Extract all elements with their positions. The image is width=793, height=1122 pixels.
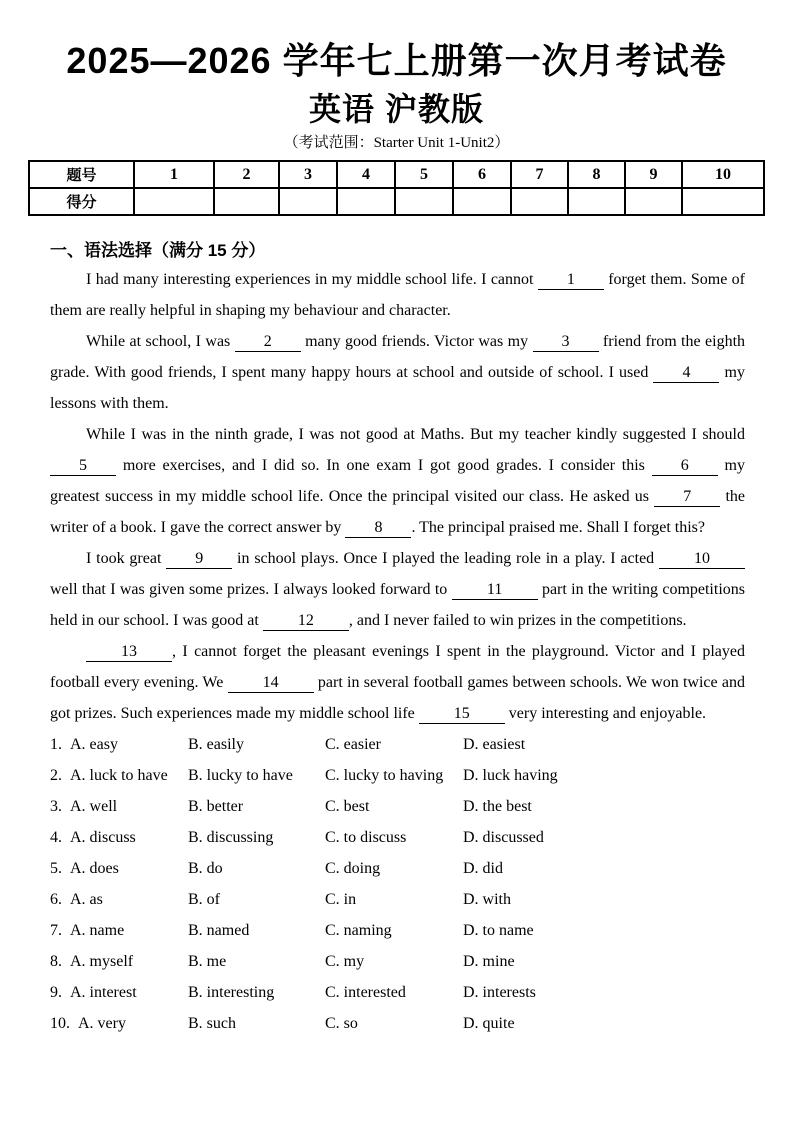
passage-paragraph-3: While I was in the ninth grade, I was not good at Maths. But my teacher kindly suggested I should 5 more exercises, and I did so. In one exam I got good grades. I consider this 6 my greatest success in my middle school life. Once the principal visited our class. He asked us 7 the writer of a book. I gave the correct answer by 8 . The principal praised me. Shall I forget this? xyxy=(50,426,745,536)
option-b-text: B. me xyxy=(188,953,227,970)
cloze-blank-10: 10 xyxy=(659,549,745,569)
question-number-cell: 9 xyxy=(625,161,682,188)
option-cell-a xyxy=(50,822,188,853)
score-cell xyxy=(453,188,511,215)
cloze-blank-3: 3 xyxy=(533,332,599,352)
passage-paragraph-1: I had many interesting experiences in my middle school life. I cannot 1 forget them. Some of them are really helpful in shaping my behaviour and character. xyxy=(50,271,745,319)
score-table-label-score: 得分 xyxy=(29,188,134,215)
question-number-cell: 4 xyxy=(337,161,395,188)
option-cell-a xyxy=(50,977,188,1008)
question-number-cell: 5 xyxy=(395,161,453,188)
option-question-number: 2. xyxy=(50,767,62,784)
option-d-text: D. easiest xyxy=(463,736,526,753)
option-row-1 xyxy=(50,729,745,760)
option-cell-a xyxy=(50,915,188,946)
cloze-blank-7: 7 xyxy=(654,487,720,507)
option-row-9 xyxy=(50,977,745,1008)
option-cell-a xyxy=(50,760,188,791)
option-row-6 xyxy=(50,884,745,915)
cloze-blank-8: 8 xyxy=(345,518,411,538)
option-b-text: B. named xyxy=(188,922,250,939)
score-cell xyxy=(682,188,764,215)
option-c-text: C. best xyxy=(325,798,370,815)
cloze-blank-12: 12 xyxy=(263,611,349,631)
option-d-text: D. luck having xyxy=(463,767,558,784)
option-d-text: D. the best xyxy=(463,798,532,815)
score-cell xyxy=(214,188,279,215)
score-table-header-row xyxy=(29,161,764,188)
option-d-text: D. to name xyxy=(463,922,534,939)
option-b-text: B. such xyxy=(188,1015,236,1032)
question-number-cell: 1 xyxy=(134,161,214,188)
option-c-text: C. so xyxy=(325,1015,358,1032)
option-row-8 xyxy=(50,946,745,977)
option-question-number: 7. xyxy=(50,922,62,939)
option-c-text: C. interested xyxy=(325,984,406,1001)
option-a-text: A. as xyxy=(70,891,103,908)
option-d-text: D. did xyxy=(463,860,503,877)
option-a-text: A. myself xyxy=(70,953,134,970)
option-question-number: 5. xyxy=(50,860,62,877)
option-row-4 xyxy=(50,822,745,853)
option-row-10 xyxy=(50,1008,745,1039)
cloze-passage xyxy=(50,264,745,729)
exam-subtitle: 英语 沪教版 xyxy=(309,91,484,127)
option-question-number: 1. xyxy=(50,736,62,753)
option-c-text: C. to discuss xyxy=(325,829,407,846)
cloze-blank-13: 13 xyxy=(86,642,172,662)
option-d-text: D. quite xyxy=(463,1015,515,1032)
score-cell xyxy=(511,188,568,215)
cloze-blank-11: 11 xyxy=(452,580,538,600)
passage-paragraph-2: While at school, I was 2 many good friends. Victor was my 3 friend from the eighth grade. With good friends, I spent many happy hours at school and outside of school. I used 4 my lessons with them. xyxy=(50,333,746,412)
option-c-text: C. in xyxy=(325,891,357,908)
option-c-text: C. doing xyxy=(325,860,381,877)
option-a-text: A. well xyxy=(70,798,118,815)
option-question-number: 9. xyxy=(50,984,62,1001)
option-d-text: D. interests xyxy=(463,984,536,1001)
option-b-text: B. lucky to have xyxy=(188,767,293,784)
section-heading-grammar-choice: 一、语法选择（满分 15 分） xyxy=(50,241,266,260)
option-a-text: A. luck to have xyxy=(70,767,168,784)
cloze-blank-2: 2 xyxy=(235,332,301,352)
option-c-text: C. my xyxy=(325,953,365,970)
score-table-label-question-number: 题号 xyxy=(29,161,134,188)
option-b-text: B. do xyxy=(188,860,223,877)
option-cell-a xyxy=(50,946,188,977)
score-cell xyxy=(134,188,214,215)
option-row-7 xyxy=(50,915,745,946)
option-c-text: C. lucky to having xyxy=(325,767,444,784)
option-b-text: B. of xyxy=(188,891,220,908)
option-d-text: D. with xyxy=(463,891,511,908)
question-number-cell: 2 xyxy=(214,161,279,188)
option-row-5 xyxy=(50,853,745,884)
cloze-blank-9: 9 xyxy=(166,549,232,569)
question-number-cell: 8 xyxy=(568,161,625,188)
cloze-blank-15: 15 xyxy=(419,704,505,724)
score-table-score-row xyxy=(29,188,764,215)
question-number-cell: 6 xyxy=(453,161,511,188)
passage-paragraph-5: 13 , I cannot forget the pleasant evenings I spent in the playground. Victor and I played football every evening. We 14 part in several football games between schools. We won twice and got prizes. Such experiences made my middle school life 15 very interesting and enjoyable. xyxy=(50,643,745,722)
option-row-2 xyxy=(50,760,745,791)
option-d-text: D. mine xyxy=(463,953,515,970)
score-table xyxy=(28,160,765,216)
option-cell-a xyxy=(50,1008,188,1039)
option-cell-a xyxy=(50,729,188,760)
option-a-text: A. name xyxy=(70,922,125,939)
option-question-number: 3. xyxy=(50,798,62,815)
exam-title: 2025—2026 学年七上册第一次月考试卷 xyxy=(66,40,727,81)
option-question-number: 10. xyxy=(50,1015,70,1032)
option-cell-a xyxy=(50,884,188,915)
option-b-text: B. interesting xyxy=(188,984,275,1001)
option-c-text: C. easier xyxy=(325,736,381,753)
option-b-text: B. easily xyxy=(188,736,244,753)
passage-paragraph-4: I took great 9 in school plays. Once I played the leading role in a play. I acted 10 well that I was given some prizes. I always looked forward to 11 part in the writing competitions held in our school. I was good at 12 , and I never failed to win prizes in the competitions. xyxy=(50,550,745,629)
option-question-number: 4. xyxy=(50,829,62,846)
option-d-text: D. discussed xyxy=(463,829,544,846)
option-cell-a xyxy=(50,853,188,884)
option-c-text: C. naming xyxy=(325,922,392,939)
question-number-cell: 7 xyxy=(511,161,568,188)
option-a-text: A. very xyxy=(78,1015,126,1032)
option-a-text: A. does xyxy=(70,860,119,877)
options-list xyxy=(50,729,745,1039)
option-question-number: 8. xyxy=(50,953,62,970)
score-cell xyxy=(279,188,337,215)
option-a-text: A. interest xyxy=(70,984,137,1001)
score-cell xyxy=(568,188,625,215)
cloze-blank-1: 1 xyxy=(538,270,604,290)
option-a-text: A. easy xyxy=(70,736,118,753)
option-b-text: B. better xyxy=(188,798,244,815)
cloze-blank-6: 6 xyxy=(652,456,718,476)
question-number-cell: 3 xyxy=(279,161,337,188)
score-cell xyxy=(625,188,682,215)
cloze-blank-4: 4 xyxy=(653,363,719,383)
cloze-blank-14: 14 xyxy=(228,673,314,693)
option-b-text: B. discussing xyxy=(188,829,274,846)
question-number-cell: 10 xyxy=(682,161,764,188)
option-question-number: 6. xyxy=(50,891,62,908)
score-cell xyxy=(395,188,453,215)
score-cell xyxy=(337,188,395,215)
exam-scope: （考试范围：Starter Unit 1-Unit2） xyxy=(283,135,510,151)
cloze-blank-5: 5 xyxy=(50,456,116,476)
option-a-text: A. discuss xyxy=(70,829,136,846)
option-cell-a xyxy=(50,791,188,822)
option-row-3 xyxy=(50,791,745,822)
